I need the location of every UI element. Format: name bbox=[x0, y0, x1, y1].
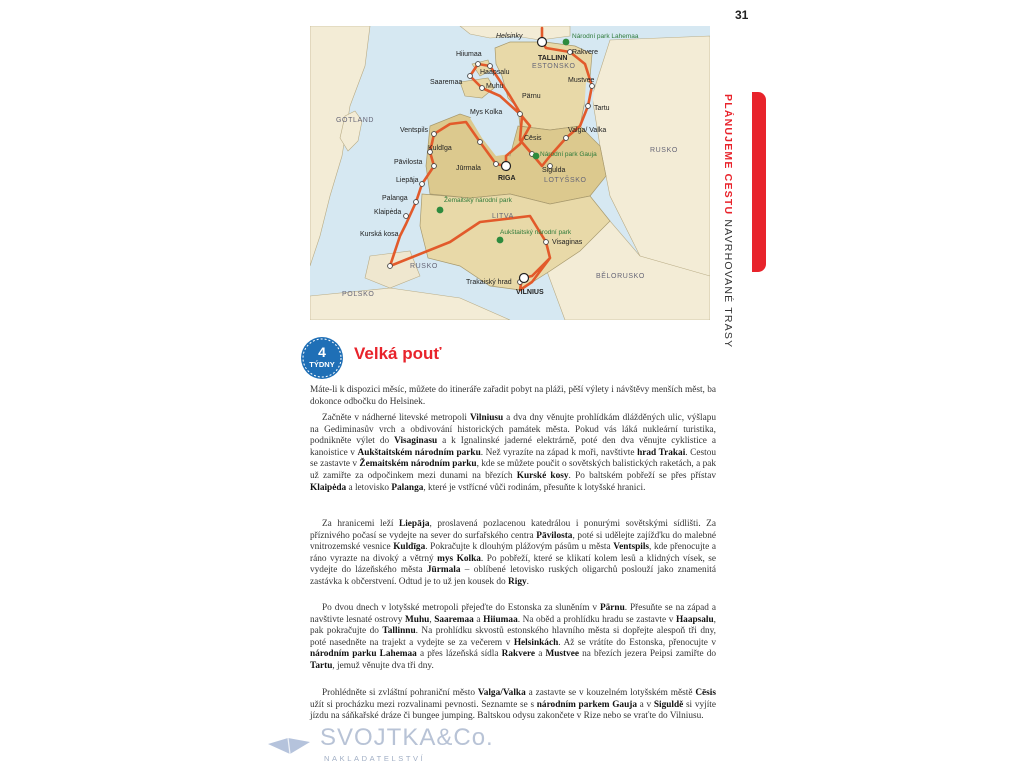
side-tab-label bbox=[722, 94, 746, 349]
badge-unit: TÝDNY bbox=[309, 360, 335, 369]
place-name: hrad Trakai bbox=[637, 447, 686, 458]
section-title: Velká pouť bbox=[354, 344, 442, 363]
map-place-label: Trakaiský hrad bbox=[466, 279, 512, 286]
text-run: , kde přenocujte a ráno vyrazte na divoký a větrný bbox=[310, 542, 716, 564]
map-place-label: Pärnu bbox=[522, 93, 541, 100]
text-run: a bbox=[535, 649, 546, 660]
text-run: Prohlédněte si zvláštní pohraniční město bbox=[322, 688, 478, 698]
place-name: Siguldě bbox=[653, 699, 684, 710]
map-park-label: Aukštaitský národní park bbox=[500, 229, 572, 236]
text-run: a dva dny věnujte prohlídkám dlážděných ulic, výšlapu na Gediminasův vrch a obdivování historických památek města. Pokud vás láká nukleární turistika, podnikněte výlet do bbox=[310, 413, 716, 447]
text-run: a k Ignalinské jaderné elektrárně, poté den dva věnujte cyklistice a kanoistice v bbox=[310, 436, 716, 458]
text-run: a zastavte se v kouzelném lotyšském městě bbox=[525, 688, 696, 698]
map-place-label: Saaremaa bbox=[430, 79, 463, 86]
text-run: na březích jezera Peipsi zamiřte do bbox=[579, 649, 716, 660]
text-run: . Po baltském pobřeží se přes přístav bbox=[568, 470, 716, 481]
body-paragraph bbox=[310, 413, 716, 494]
publisher-watermark bbox=[266, 724, 494, 768]
place-name: Pärnu bbox=[599, 603, 625, 613]
body-paragraph bbox=[310, 385, 716, 408]
map-place-label: Jūrmala bbox=[456, 165, 481, 172]
place-name: Palanga bbox=[391, 482, 424, 493]
map-place-label: Muhu bbox=[486, 83, 504, 90]
text-run: . bbox=[526, 576, 529, 587]
map-place-label: Mustvee bbox=[568, 77, 595, 84]
map-country-label: POLSKO bbox=[342, 291, 375, 298]
map-country-label: RUSKO bbox=[410, 263, 438, 270]
place-name: Žemaitském národním parku bbox=[359, 459, 477, 470]
side-tab-text bbox=[722, 94, 734, 348]
text-run: . Na oběd a prohlídku hradu se zastavte v bbox=[517, 614, 676, 625]
map-park-label: Národní park Gauja bbox=[540, 151, 597, 158]
text-run: . Než vyrazíte na západ k moři, navštivte bbox=[480, 447, 638, 458]
watermark-logo-icon bbox=[266, 724, 314, 758]
text-run: užít si procházku mezi rozvalinami pevnosti. Seznamte se s bbox=[310, 699, 537, 710]
map-place-label: Klaipėda bbox=[374, 209, 402, 216]
text-run: – oblíbené letovisko ruských oligarchů poslouží jako znamenitá zastávka k občerstvení. Odtud je to už jen kousek do bbox=[310, 565, 716, 587]
place-name: Aukštaitském národním parku bbox=[357, 447, 481, 458]
place-name: Visaginasu bbox=[394, 436, 438, 447]
text-run: , kde se můžete poučit o sovětských balistických raketách, a pak už zamiřte za odpočinkem mezi dunami na březích bbox=[310, 459, 717, 481]
map-country-label: LOTYŠSKO bbox=[544, 177, 587, 184]
map-place-label: Sigulda bbox=[542, 167, 566, 174]
place-name: Muhu bbox=[405, 614, 430, 625]
place-name: mys Kolka bbox=[437, 553, 481, 564]
place-name: Hiiumaa bbox=[483, 614, 518, 625]
place-name: Kurské kosy bbox=[516, 470, 569, 481]
map-place-label: Mys Kolka bbox=[470, 109, 503, 116]
side-tab bbox=[752, 92, 766, 272]
map-place-label: RIGA bbox=[498, 175, 516, 182]
route-map bbox=[310, 26, 710, 320]
text-run: a letovisko bbox=[346, 482, 392, 493]
text-run: , které je vstřícné vůči rodinám, přesuňte k lotyšské hranici. bbox=[423, 482, 646, 493]
place-name: Tartu bbox=[310, 660, 333, 671]
place-name: Pāvilosta bbox=[536, 530, 573, 541]
map-place-label: Rakvere bbox=[572, 49, 599, 56]
text-run: , poté si udělejte zajížďku do malebné vnitrozemské vesnice bbox=[310, 530, 716, 553]
place-name: Liepāja bbox=[399, 519, 430, 529]
map-country-label: ESTONSKO bbox=[532, 63, 576, 70]
map-place-label: Kuldīga bbox=[428, 145, 452, 152]
place-name: národním parkem Gauja bbox=[536, 699, 637, 710]
text-run: . Přesuňte se na západ a navštivte lesnaté ostrovy bbox=[310, 603, 716, 625]
text-run: a bbox=[473, 614, 484, 625]
map-place-label: Helsinky bbox=[496, 33, 523, 40]
map-place-label: Haapsalu bbox=[480, 69, 510, 76]
map-country-label: GOTLAND bbox=[336, 117, 375, 124]
place-name: Cēsis bbox=[695, 688, 717, 698]
map-park-label: Národní park Lahemaa bbox=[572, 33, 639, 40]
map-place-label: Liepāja bbox=[396, 177, 419, 184]
text-run: . Pokračujte k dlouhým plážovým pásům u města bbox=[425, 542, 614, 553]
text-run: . Až se vrátíte do Estonska, přenocujte v bbox=[558, 637, 716, 648]
place-name: Valga/Valka bbox=[477, 688, 526, 698]
text-run: , bbox=[429, 614, 435, 625]
place-name: Mustvee bbox=[545, 649, 580, 660]
side-tab-bold: PLÁNUJEME CESTU bbox=[722, 94, 734, 216]
text-run: , proslavená pozlacenou katedrálou i ponurými sovětskými sídlišti. Za příznivého počasí se vydejte na sever do surfařského centra bbox=[310, 519, 716, 541]
place-name: Vilniusu bbox=[469, 413, 504, 423]
text-run: Po dvou dnech v lotyšské metropoli přejeďte do Estonska za sluněním v bbox=[322, 603, 600, 613]
text-run: si vyjíte jízdu na sáňkařské dráze či bungee jumping. Baltskou odysu zakončete v Rize nebo se vraťte do Vilniusu. bbox=[310, 699, 716, 722]
map-place-label: Tartu bbox=[594, 105, 610, 112]
place-name: národním parku Lahemaa bbox=[310, 649, 417, 660]
map-country-label: LITVA bbox=[492, 213, 514, 220]
body-paragraph bbox=[310, 603, 716, 673]
body-paragraph bbox=[310, 688, 716, 723]
place-name: Klaipėda bbox=[310, 482, 347, 493]
text-run: , jemuž věnujte dva tři dny. bbox=[332, 660, 434, 671]
map-place-label: Palanga bbox=[382, 195, 408, 202]
place-name: Saaremaa bbox=[434, 614, 474, 625]
text-run: . Na prohlídku skvostů estonského hlavního města si dopřejte alespoň tři dny, poté nasedněte na trajekt a vydejte se za večerem v bbox=[310, 626, 716, 648]
text-run: . Cestou se zastavte v bbox=[310, 447, 716, 470]
text-run: Máte-li k dispozici měsíc, můžete do itineráře zařadit pobyt na pláži, pěší výlety i návštěvy menších měst, ba dokonce odbočku do Helsinek. bbox=[310, 385, 716, 407]
place-name: Tallinnu bbox=[382, 626, 416, 637]
map-place-label: Cēsis bbox=[524, 135, 542, 142]
watermark-name: SVOJTKA&Co. bbox=[320, 724, 494, 751]
text-run: , pak pokračujte do bbox=[310, 614, 716, 637]
place-name: Ventspils bbox=[613, 542, 650, 553]
text-run: a přes lázeňská sídla bbox=[416, 649, 502, 660]
place-name: Rigy bbox=[508, 576, 527, 587]
page-number: 31 bbox=[735, 8, 749, 22]
map-place-label: Kurská kosa bbox=[360, 231, 399, 238]
map-place-label: Visaginas bbox=[552, 239, 583, 246]
text-run: Začněte v nádherné litevské metropoli bbox=[322, 413, 470, 423]
place-name: Kuldīga bbox=[393, 542, 426, 553]
map-place-label: TALLINN bbox=[538, 55, 568, 62]
map-place-label: Hiiumaa bbox=[456, 51, 482, 58]
watermark-sub: NAKLADATELSTVÍ bbox=[324, 754, 426, 763]
map-park-label: Žemaitský národní park bbox=[444, 197, 512, 204]
map-place-label: VILNIUS bbox=[516, 289, 544, 296]
map-country-label: RUSKO bbox=[650, 147, 678, 154]
place-name: Helsinkách bbox=[513, 637, 559, 648]
map-place-label: Ventspils bbox=[400, 127, 429, 134]
map-country-label: BĚLORUSKO bbox=[596, 273, 645, 280]
text-run: . Po pobřeží, které se klikatí kolem lesů a klidných vísek, se vydejte do lázeňského města bbox=[310, 553, 717, 576]
text-run: a v bbox=[637, 699, 654, 710]
place-name: Haapsalu bbox=[675, 614, 714, 625]
body-paragraph bbox=[310, 519, 716, 589]
map-place-label: Valga/ Valka bbox=[568, 127, 607, 134]
place-name: Jūrmala bbox=[426, 565, 461, 576]
map-place-label: Pāvilosta bbox=[394, 159, 423, 166]
place-name: Rakvere bbox=[501, 649, 536, 660]
badge-number: 4 bbox=[318, 344, 326, 360]
text-run: Za hranicemi leží bbox=[322, 519, 400, 529]
side-tab-light: NAVRHOVANÉ TRASY bbox=[722, 219, 734, 349]
duration-badge bbox=[300, 336, 344, 380]
